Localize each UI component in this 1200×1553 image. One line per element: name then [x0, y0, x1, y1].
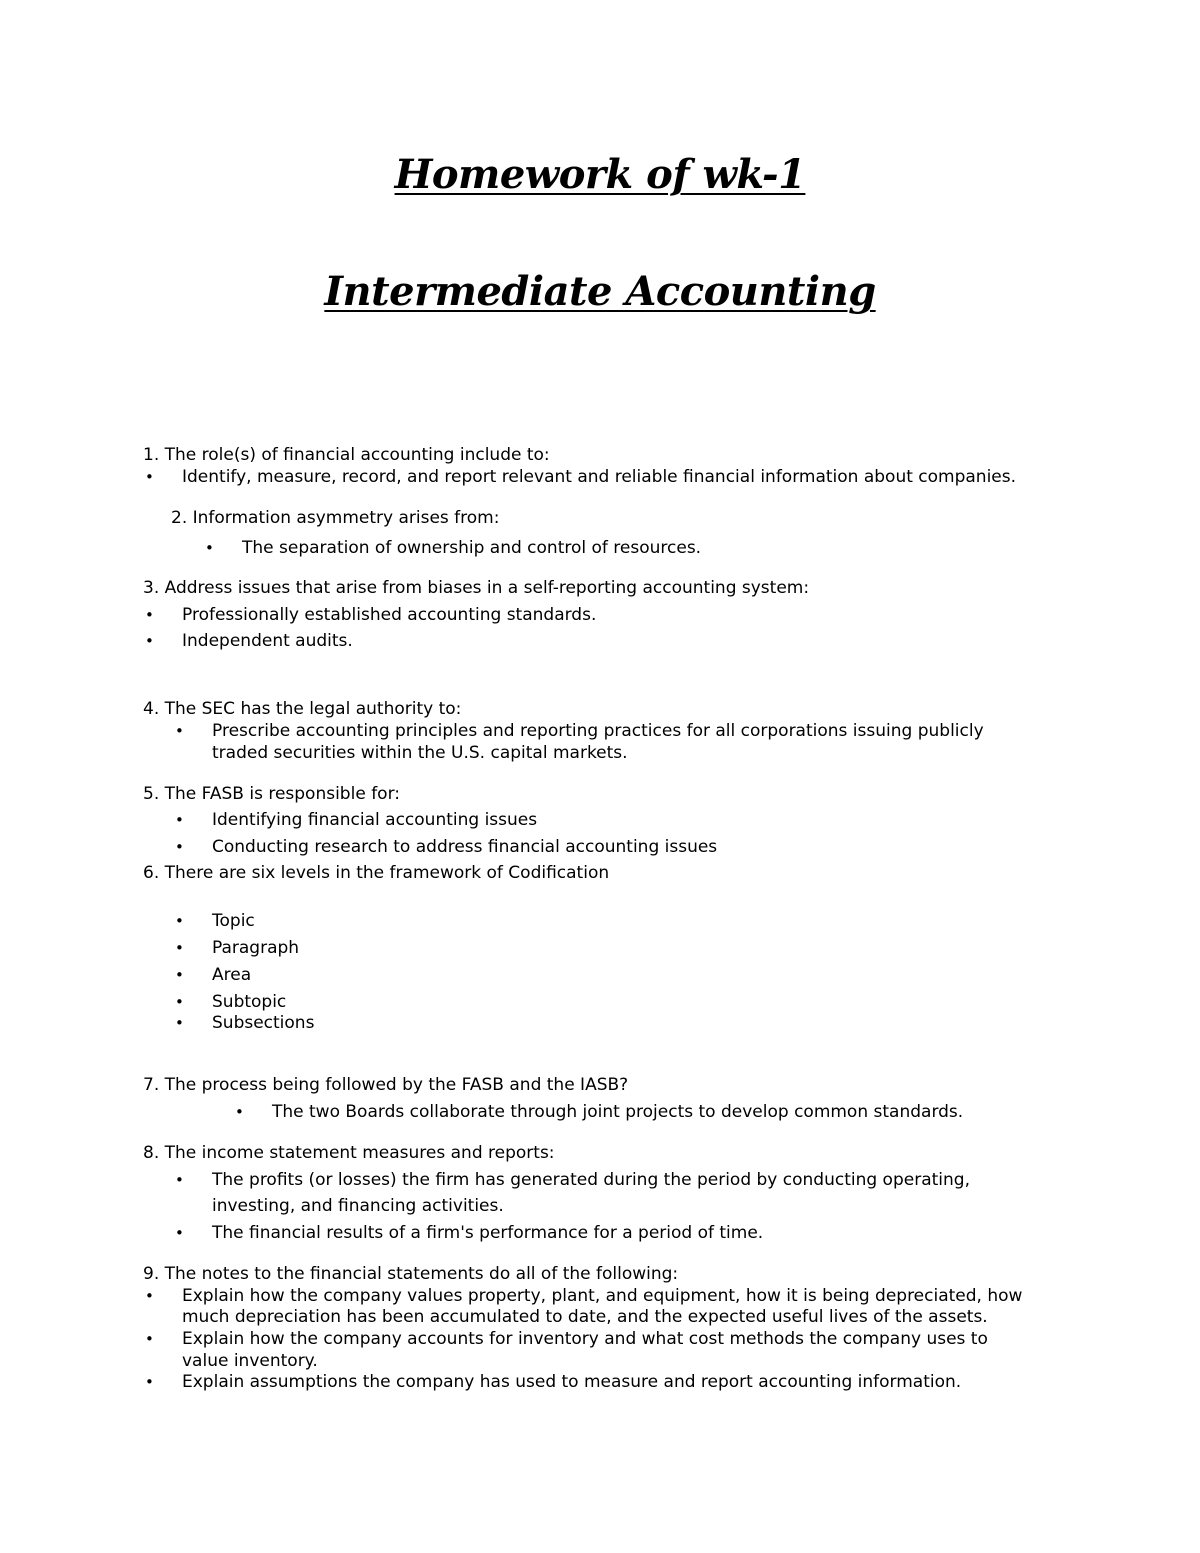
answer-bullet: • Area	[212, 964, 251, 986]
answer-bullet: • Topic	[212, 910, 255, 932]
question-6: 6. There are six levels in the framework of Codification	[143, 863, 610, 883]
answer-continuation: investing, and financing activities.	[212, 1196, 504, 1216]
answer-continuation: much depreciation has been accumulated to date, and the expected useful lives of the assets.	[182, 1307, 988, 1327]
answer-bullet: • The financial results of a firm's performance for a period of time.	[212, 1222, 763, 1244]
question-1: 1. The role(s) of financial accounting include to:	[143, 445, 550, 465]
question-7: 7. The process being followed by the FASB and the IASB?	[143, 1075, 629, 1095]
answer-bullet: • Explain how the company values property, plant, and equipment, how it is being depreciated, how	[182, 1285, 1022, 1307]
answer-bullet: • Explain assumptions the company has used to measure and report accounting information.	[182, 1371, 961, 1393]
page-subtitle: Intermediate Accounting	[324, 268, 876, 315]
answer-bullet: • Prescribe accounting principles and reporting practices for all corporations issuing publicly	[212, 720, 984, 742]
answer-bullet: • Identify, measure, record, and report relevant and reliable financial information about companies.	[182, 466, 1016, 488]
question-5: 5. The FASB is responsible for:	[143, 784, 400, 804]
question-3: 3. Address issues that arise from biases in a self-reporting accounting system:	[143, 578, 810, 598]
answer-bullet: • Independent audits.	[182, 630, 353, 652]
answer-bullet: • Conducting research to address financial accounting issues	[212, 836, 717, 858]
answer-bullet: • The profits (or losses) the firm has generated during the period by conducting operating,	[212, 1169, 970, 1191]
answer-continuation: value inventory.	[182, 1351, 318, 1371]
answer-bullet: • Explain how the company accounts for inventory and what cost methods the company uses to	[182, 1328, 988, 1350]
answer-bullet: • The separation of ownership and control of resources.	[242, 537, 701, 559]
question-4: 4. The SEC has the legal authority to:	[143, 699, 462, 719]
question-2: 2. Information asymmetry arises from:	[171, 508, 500, 528]
question-8: 8. The income statement measures and reports:	[143, 1143, 555, 1163]
question-9: 9. The notes to the financial statements do all of the following:	[143, 1264, 679, 1284]
answer-bullet: • Paragraph	[212, 937, 299, 959]
answer-bullet: • Subsections	[212, 1012, 314, 1034]
answer-continuation: traded securities within the U.S. capital markets.	[212, 743, 628, 763]
answer-bullet: • Professionally established accounting standards.	[182, 604, 596, 626]
page-title: Homework of wk-1	[394, 151, 806, 198]
answer-bullet: • Identifying financial accounting issues	[212, 809, 537, 831]
answer-bullet: • Subtopic	[212, 991, 286, 1013]
answer-bullet: • The two Boards collaborate through joint projects to develop common standards.	[272, 1101, 963, 1123]
